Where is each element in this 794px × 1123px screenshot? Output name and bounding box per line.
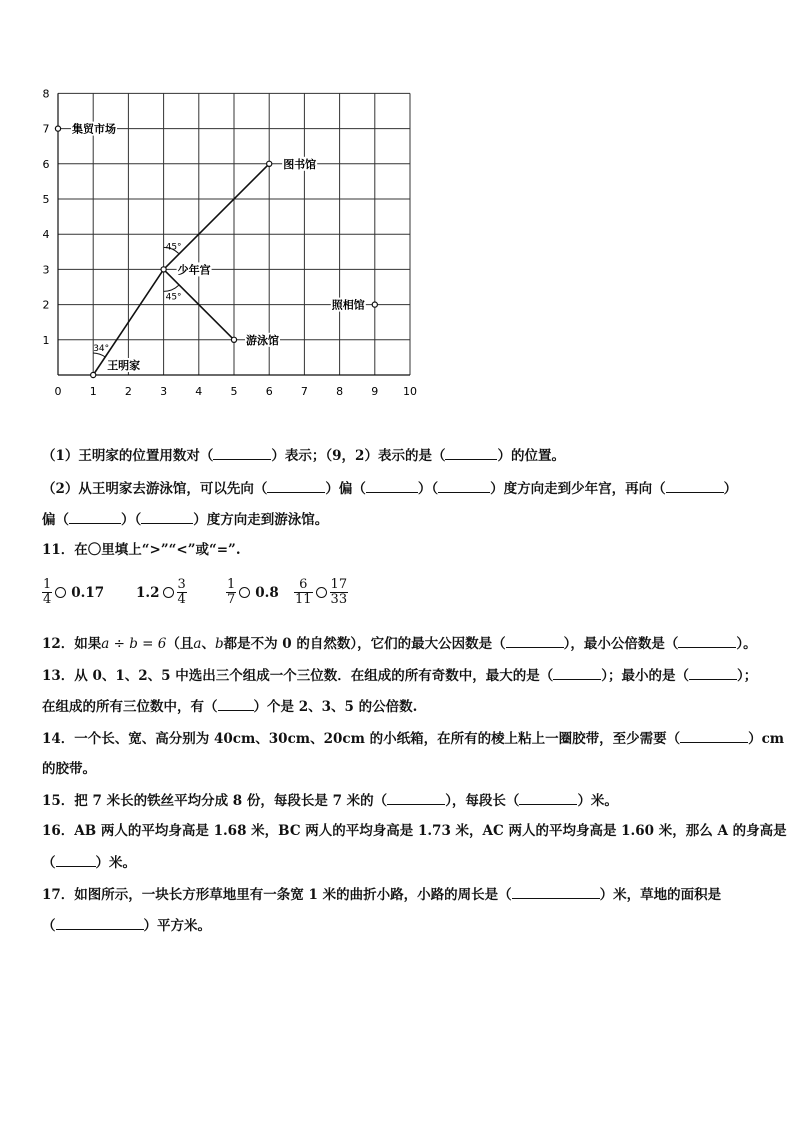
q17-text-d: ）平方米。: [143, 918, 211, 934]
q13-text-d: 在组成的所有三位数中，有（: [42, 699, 218, 715]
q12-text-e: ）。: [736, 636, 757, 652]
coordinate-grid-svg: [36, 80, 426, 400]
q11-item3-denominator: 7: [227, 592, 236, 607]
x-tick-label: 2: [124, 385, 132, 398]
q15-blank-fraction[interactable]: [387, 790, 445, 805]
q11-item3-numerator: 1: [227, 577, 236, 592]
library-point: [267, 161, 272, 166]
q11-item2-left: 1.2: [136, 584, 160, 601]
q13-text-e: ）个是 2、3、5 的公倍数.: [253, 699, 418, 715]
q11-item1-fraction: [42, 578, 52, 607]
q10-blank-5[interactable]: [438, 478, 490, 493]
q10-blank-8[interactable]: [141, 509, 193, 524]
q13-blank-max[interactable]: [553, 665, 601, 680]
q16-number: 16．: [42, 823, 75, 839]
q12-blank-lcm[interactable]: [678, 633, 736, 648]
q11-item4-fraction-right: [330, 578, 349, 607]
q10-p2-text-d: ）度方向走到少年宫，再向（: [490, 481, 666, 497]
q11-item1-numerator: 1: [43, 577, 52, 592]
q16-text-b: （: [42, 855, 56, 871]
q10-p2-text-b: ）偏（: [325, 481, 366, 497]
x-tick-label: 10: [403, 385, 417, 398]
q11-item3-fraction: [226, 578, 236, 607]
q13-blank-min[interactable]: [689, 665, 737, 680]
label-library: 图书馆: [283, 157, 317, 171]
y-tick-label: 8: [42, 87, 50, 101]
x-tick-label: 3: [160, 385, 168, 398]
q12-var-b: b: [214, 636, 224, 652]
y-tick-label: 7: [42, 122, 50, 136]
q15-text-a: 把 7 米长的铁丝平均分成 8 份，每段长是 7 米的（: [74, 793, 388, 809]
q10-blank-2[interactable]: [445, 445, 497, 460]
q14-line1: [42, 728, 784, 749]
q11-item1-right: 0.17: [71, 584, 105, 601]
q12-text-c: 都是不为 0 的自然数），它们的最大公因数是（: [223, 636, 506, 652]
x-tick-label: 1: [89, 385, 97, 398]
q12-separator: 、: [201, 636, 215, 652]
q17-text-b: ）米，草地的面积是: [599, 887, 722, 903]
q11-compare-2: [134, 578, 187, 607]
path-youth-palace-to-library: [164, 164, 270, 270]
q16-blank-height[interactable]: [56, 852, 96, 867]
label-swimming: 游泳馆: [246, 333, 279, 347]
q17-text-a: 如图所示，一块长方形草地里有一条宽 1 米的曲折小路，小路的周长是（: [74, 887, 512, 903]
q14-text-b: ）cm: [748, 731, 785, 747]
q11-item4-numerator-left: 6: [294, 578, 313, 593]
x-tick-label: 7: [300, 385, 308, 398]
angle-label-45-top: 45°: [165, 242, 182, 253]
q10-p2-text-f: 偏（: [42, 512, 69, 528]
y-tick-label: 6: [42, 157, 50, 171]
q10-part1: [42, 445, 565, 466]
q13-number: 13．: [42, 668, 75, 684]
q11-compare-4: [294, 578, 348, 607]
q10-p2-text-e: ）: [723, 481, 738, 497]
q13-text-b: ）；最小的是（: [601, 668, 690, 684]
market-point: [55, 126, 60, 131]
home-point: [91, 372, 96, 377]
q12-text-a: 如果: [74, 636, 102, 652]
label-photo-studio: 照相馆: [331, 298, 365, 312]
q13-text-a: 从 0、1、2、5 中选出三个组成一个三位数．在组成的所有奇数中，最大的是（: [74, 668, 554, 684]
q11-item4-numerator-right: 17: [330, 577, 348, 592]
q10-p1-text-a: （1）王明家的位置用数对（: [42, 448, 214, 464]
photo-studio-point: [372, 302, 377, 307]
q10-p2-text-g: ）（: [121, 512, 142, 528]
x-tick-label: 8: [336, 385, 344, 398]
q16-line2: [42, 852, 136, 873]
q12-text-d: ），最小公倍数是（: [563, 636, 679, 652]
y-tick-label: 5: [42, 193, 50, 206]
q11-prompt: [42, 540, 241, 560]
coordinate-grid-figure: [36, 80, 426, 400]
q10-p2-text-h: ）度方向走到游泳馆。: [193, 512, 329, 528]
q16-text-a: AB 两人的平均身高是 1.68 米，BC 两人的平均身高是 1.73 米，AC 两人的平均身高是 1.60 米，那么 A 的身高是: [74, 823, 787, 839]
q10-blank-7[interactable]: [69, 509, 121, 524]
x-tick-label: 4: [195, 385, 203, 398]
x-tick-label: 6: [265, 385, 273, 398]
q10-p1-text-c: ）的位置。: [497, 448, 565, 464]
q15-text-b: ），每段长（: [445, 793, 520, 809]
swimming-point: [231, 337, 236, 342]
q12-number: 12．: [42, 636, 75, 652]
q15-number: 15．: [42, 793, 75, 809]
q11-item2-numerator: 3: [177, 577, 186, 592]
q11-item1-circle[interactable]: [55, 587, 66, 598]
label-market: 集贸市场: [72, 122, 116, 136]
q13-text-c: ）；: [737, 668, 758, 684]
q17-blank-perimeter[interactable]: [512, 884, 600, 899]
q11-item3-right: 0.8: [255, 584, 279, 601]
q14-number: 14．: [42, 731, 75, 747]
y-tick-label: 1: [42, 333, 50, 347]
q11-item2-fraction: [177, 578, 187, 607]
q11-item1-denominator: 4: [43, 592, 52, 607]
q17-blank-area[interactable]: [56, 915, 144, 930]
q14-line2: [42, 759, 96, 779]
q12-expression: a ÷ b = 6: [101, 636, 167, 652]
label-youth-palace: 少年宫: [177, 263, 211, 277]
q13-line2: [42, 696, 417, 717]
q11-item2-denominator: 4: [177, 592, 186, 607]
q12-line: [42, 633, 757, 654]
angle-label-34: 34°: [93, 344, 110, 354]
q13-line1: [42, 665, 757, 686]
q10-blank-1[interactable]: [213, 445, 271, 460]
q11-item2-circle[interactable]: [163, 587, 174, 598]
q10-part2-line2: [42, 509, 328, 530]
q12-text-b: （且: [166, 636, 194, 652]
q11-compare-3: [226, 578, 279, 607]
label-home: 王明家: [107, 359, 141, 372]
q11-number: 11．: [42, 542, 75, 558]
q11-compare-1: [42, 578, 104, 607]
q10-p2-text-c: ）（: [417, 481, 439, 497]
angle-label-45-bottom: 45°: [165, 292, 182, 303]
x-tick-label: 0: [54, 385, 62, 398]
q11-item4-denominator-right: 33: [330, 592, 348, 607]
q12-blank-gcd[interactable]: [506, 633, 564, 648]
q16-text-c: ）米。: [95, 855, 136, 871]
q14-text-a: 一个长、宽、高分别为 40cm、30cm、20cm 的小纸箱，在所有的棱上粘上一圈胶带，至少需要（: [74, 731, 681, 747]
x-tick-label: 9: [371, 385, 379, 398]
q13-blank-count[interactable]: [218, 696, 254, 711]
q11-item4-circle[interactable]: [316, 587, 327, 598]
q17-line2: [42, 915, 211, 936]
q11-item3-circle[interactable]: [239, 587, 250, 598]
q17-line1: [42, 884, 721, 905]
q10-blank-3[interactable]: [267, 478, 325, 493]
angle-arc-45-bottom: [164, 285, 179, 291]
q10-p2-text-a: （2）从王明家去游泳馆，可以先向（: [42, 481, 268, 497]
q15-text-c: ）米。: [577, 793, 618, 809]
q15-line: [42, 790, 618, 811]
q10-part2-line1: [42, 478, 737, 499]
youth-palace-point: [161, 267, 166, 272]
x-tick-label: 5: [230, 385, 238, 398]
q10-p1-text-b: ）表示；（9，2）表示的是（: [271, 448, 446, 464]
q17-number: 17．: [42, 887, 75, 903]
q10-blank-6[interactable]: [666, 478, 724, 493]
y-tick-label: 4: [42, 228, 50, 242]
q12-var-a: a: [193, 636, 202, 652]
q10-blank-4[interactable]: [366, 478, 418, 493]
y-tick-label: 2: [42, 298, 50, 312]
q14-blank-tape[interactable]: [680, 728, 748, 743]
q11-item4-denominator-left: 11: [295, 592, 312, 607]
y-tick-label: 3: [42, 263, 50, 277]
q11-text: 在〇里填上“>”“<”或“=”.: [74, 542, 241, 558]
q14-text-c: 的胶带。: [42, 761, 96, 777]
q16-line1: [42, 821, 787, 841]
q15-blank-length[interactable]: [519, 790, 577, 805]
q17-text-c: （: [42, 918, 56, 934]
q11-item4-fraction-left: [294, 578, 313, 607]
